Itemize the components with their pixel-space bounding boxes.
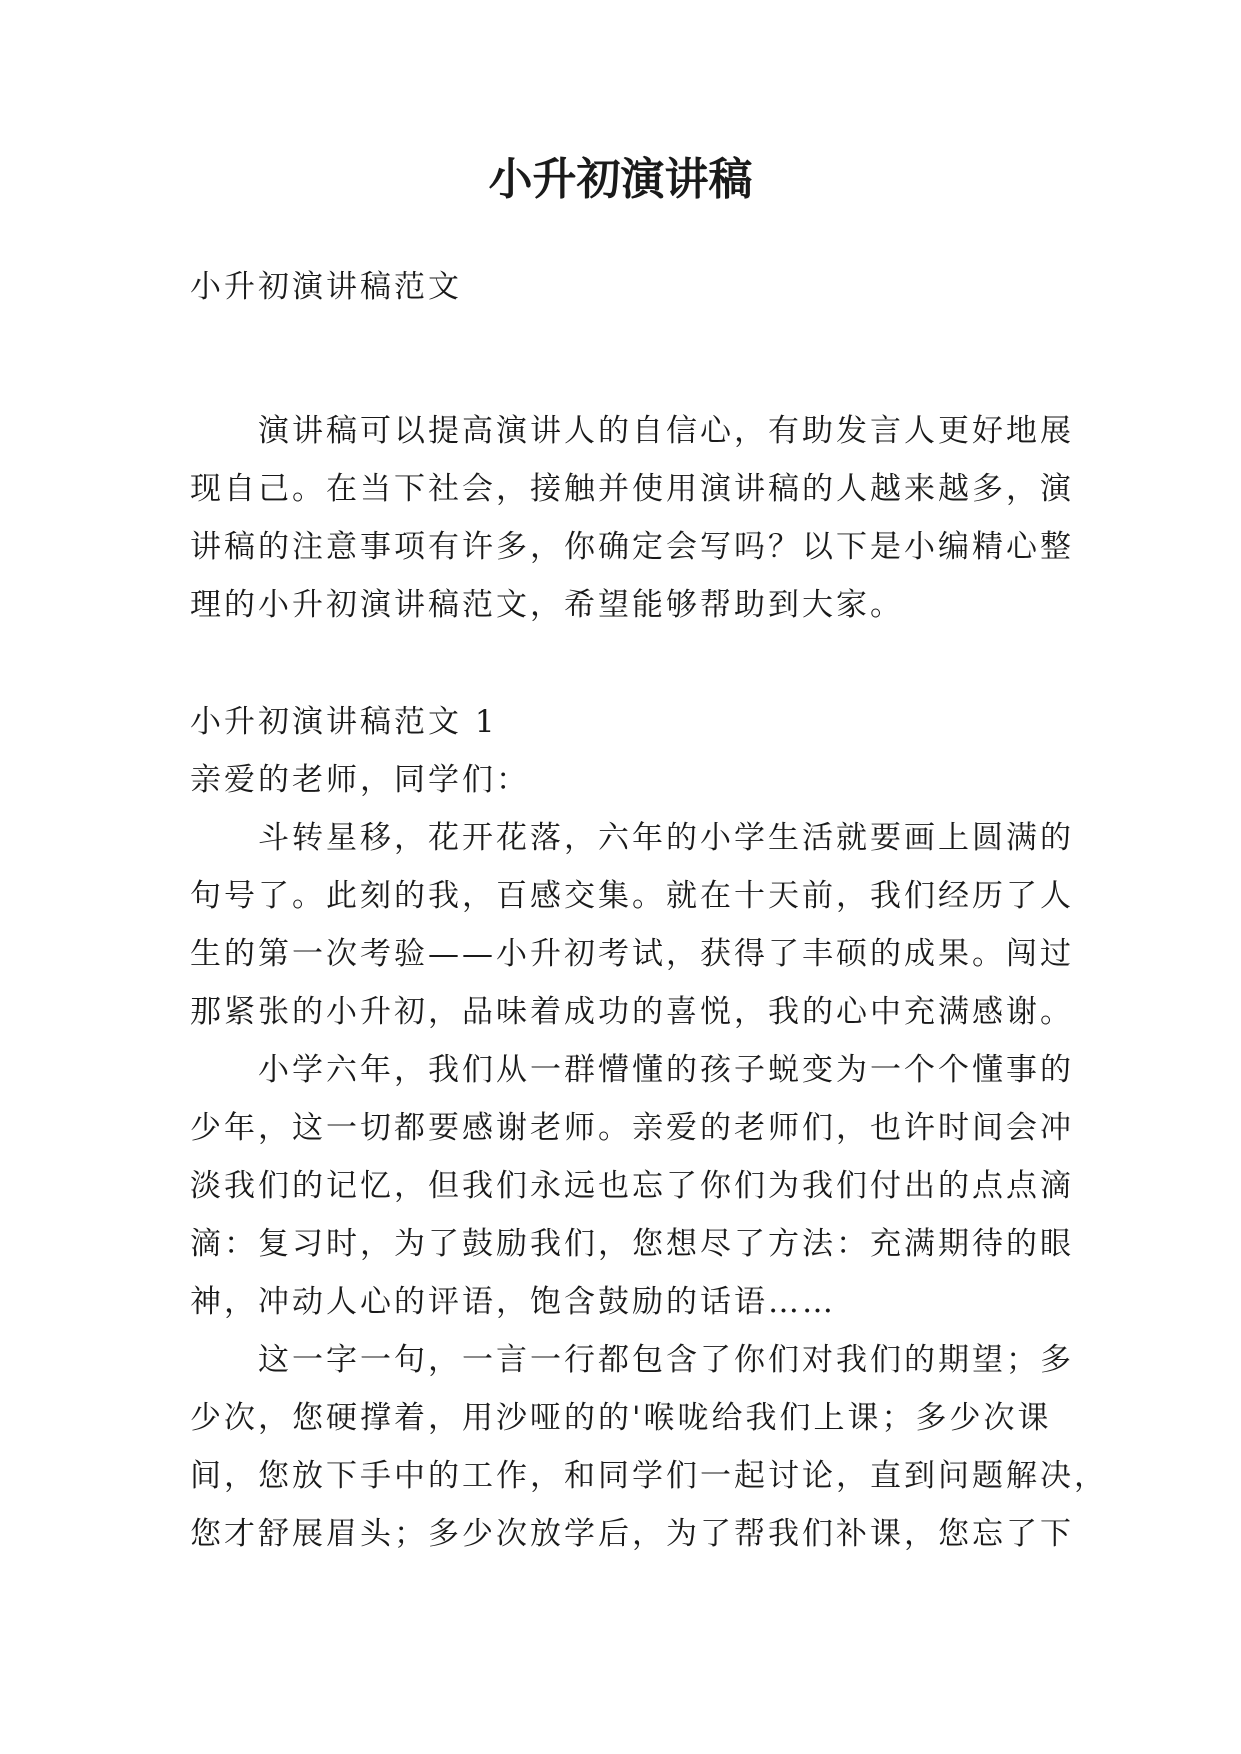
salutation: 亲爱的老师，同学们：: [190, 762, 530, 798]
document-title: 小升初演讲稿: [488, 154, 753, 205]
intro-paragraph: [190, 402, 1074, 634]
paragraph-3-line: 这一字一句，一言一行都包含了你们对我们的期望；多: [258, 1342, 1074, 1378]
subtitle-line: 小升初演讲稿范文: [190, 269, 462, 305]
paragraph-2-line: 小学六年，我们从一群懵懂的孩子蜕变为一个个懂事的: [258, 1052, 1074, 1088]
paragraph-2-line: 滴：复习时，为了鼓励我们，您想尽了方法：充满期待的眼: [190, 1226, 1074, 1262]
paragraph-1-line: 句号了。此刻的我，百感交集。就在十天前，我们经历了人: [190, 878, 1074, 914]
section-heading: 小升初演讲稿范文 1: [190, 704, 498, 740]
paragraph-3-line: 间，您放下手中的工作，和同学们一起讨论，直到问题解决，: [190, 1458, 1108, 1494]
intro-line: 讲稿的注意事项有许多，你确定会写吗？以下是小编精心整: [190, 529, 1074, 565]
paragraph-1-line: 那紧张的小升初，品味着成功的喜悦，我的心中充满感谢。: [190, 994, 1074, 1030]
paragraph-1-line: 斗转星移，花开花落，六年的小学生活就要画上圆满的: [258, 820, 1074, 856]
intro-line: 现自己。在当下社会，接触并使用演讲稿的人越来越多，演: [190, 471, 1074, 507]
paragraph-2-line: 淡我们的记忆，但我们永远也忘了你们为我们付出的点点滴: [190, 1168, 1074, 1204]
paragraph-3-line: 您才舒展眉头；多少次放学后，为了帮我们补课，您忘了下: [190, 1516, 1074, 1552]
intro-line: 演讲稿可以提高演讲人的自信心，有助发言人更好地展: [258, 413, 1074, 449]
paragraph-2-line: 神，冲动人心的评语，饱含鼓励的话语……: [190, 1284, 836, 1320]
document-subtitle: [190, 258, 1060, 316]
section-1: [190, 693, 1108, 1563]
intro-line: 理的小升初演讲稿范文，希望能够帮助到大家。: [190, 587, 904, 623]
paragraph-3-line: 少次，您硬撑着，用沙哑的的'喉咙给我们上课；多少次课: [190, 1400, 1052, 1436]
paragraph-2-line: 少年，这一切都要感谢老师。亲爱的老师们，也许时间会冲: [190, 1110, 1074, 1146]
paragraph-1-line: 生的第一次考验——小升初考试，获得了丰硕的成果。闯过: [190, 936, 1074, 972]
